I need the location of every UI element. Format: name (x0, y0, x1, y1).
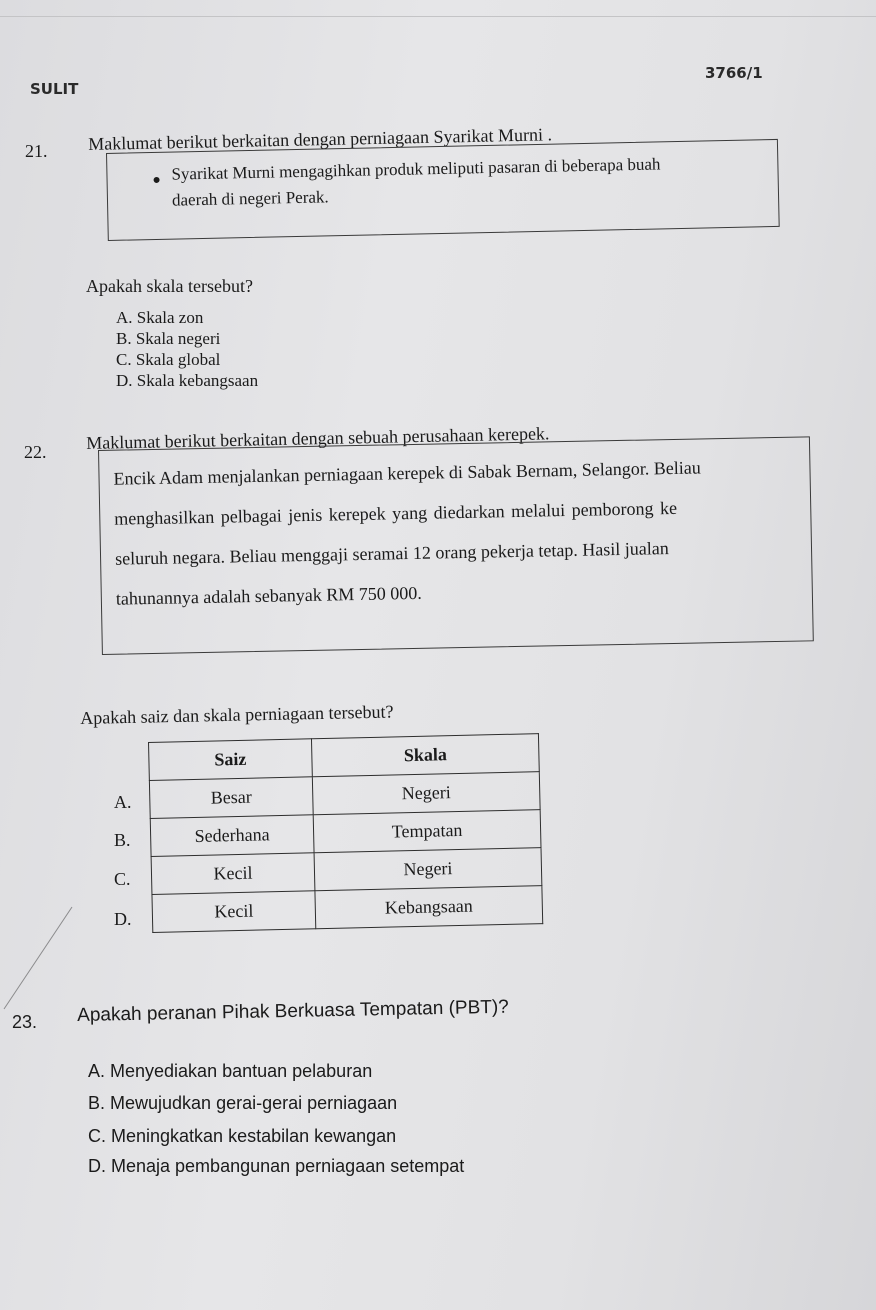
option-d[interactable]: D. Menaja pembangunan perniagaan setempat (88, 1156, 465, 1176)
question-prompt: Apakah skala tersebut? (86, 276, 253, 296)
option-c[interactable]: C. Meningkatkan kestabilan kewangan (88, 1126, 397, 1146)
option-c-label[interactable]: C. (114, 869, 131, 889)
option-b-label[interactable]: B. (114, 830, 131, 850)
cell-skala: Negeri (312, 772, 540, 815)
cell-skala: Kebangsaan (315, 886, 543, 929)
question-prompt: Apakah saiz dan skala perniagaan tersebut? (80, 701, 394, 728)
cell-saiz: Kecil (151, 853, 315, 895)
cell-skala: Negeri (314, 848, 542, 891)
info-line: daerah di negeri Perak. (171, 187, 329, 210)
info-line: tahunannya adalah sebanyak RM 750 000. (115, 582, 422, 609)
question-stem: Maklumat berikut berkaitan dengan sebuah perusahaan kerepek. (86, 423, 550, 453)
bullet-icon (154, 177, 160, 183)
header-saiz: Saiz (149, 739, 313, 781)
info-box (106, 139, 780, 241)
question-number: 21. (25, 141, 48, 161)
option-b[interactable]: B. Mewujudkan gerai-gerai perniagaan (88, 1093, 398, 1113)
option-d-label[interactable]: D. (114, 909, 132, 929)
info-line: Syarikat Murni mengagihkan produk meliputi pasaran di beberapa buah (171, 154, 661, 184)
cell-saiz: Kecil (152, 891, 316, 933)
option-c[interactable]: C. Skala global (116, 350, 221, 369)
header-paper-code: 3766/1 (705, 64, 763, 82)
options-table (148, 733, 543, 933)
question-stem: Apakah peranan Pihak Berkuasa Tempatan (PBT)? (77, 996, 509, 1026)
question-stem: Maklumat berikut berkaitan dengan perniagaan Syarikat Murni . (88, 124, 553, 154)
pencil-mark (0, 905, 80, 1015)
option-a[interactable]: A. Menyediakan bantuan pelaburan (88, 1061, 373, 1081)
cell-saiz: Sederhana (150, 815, 314, 857)
info-box (98, 436, 814, 655)
question-number: 22. (24, 442, 47, 462)
page-fold-edge (0, 0, 876, 17)
option-d[interactable]: D. Skala kebangsaan (116, 371, 259, 390)
header-skala: Skala (311, 734, 539, 777)
info-line: menghasilkan pelbagai jenis kerepek yang diedarkan melalui pemborong ke (114, 497, 678, 529)
option-b[interactable]: B. Skala negeri (116, 329, 221, 348)
question-number: 23. (12, 1012, 38, 1032)
info-line: Encik Adam menjalankan perniagaan kerepek di Sabak Bernam, Selangor. Beliau (113, 457, 701, 489)
option-a[interactable]: A. Skala zon (116, 308, 204, 327)
option-a-label[interactable]: A. (114, 792, 132, 812)
cell-skala: Tempatan (313, 810, 541, 853)
header-sulit: SULIT (30, 80, 79, 98)
cell-saiz: Besar (149, 777, 313, 819)
info-line: seluruh negara. Beliau menggaji seramai 12 orang pekerja tetap. Hasil jualan (114, 538, 669, 569)
table-row[interactable] (152, 886, 543, 933)
